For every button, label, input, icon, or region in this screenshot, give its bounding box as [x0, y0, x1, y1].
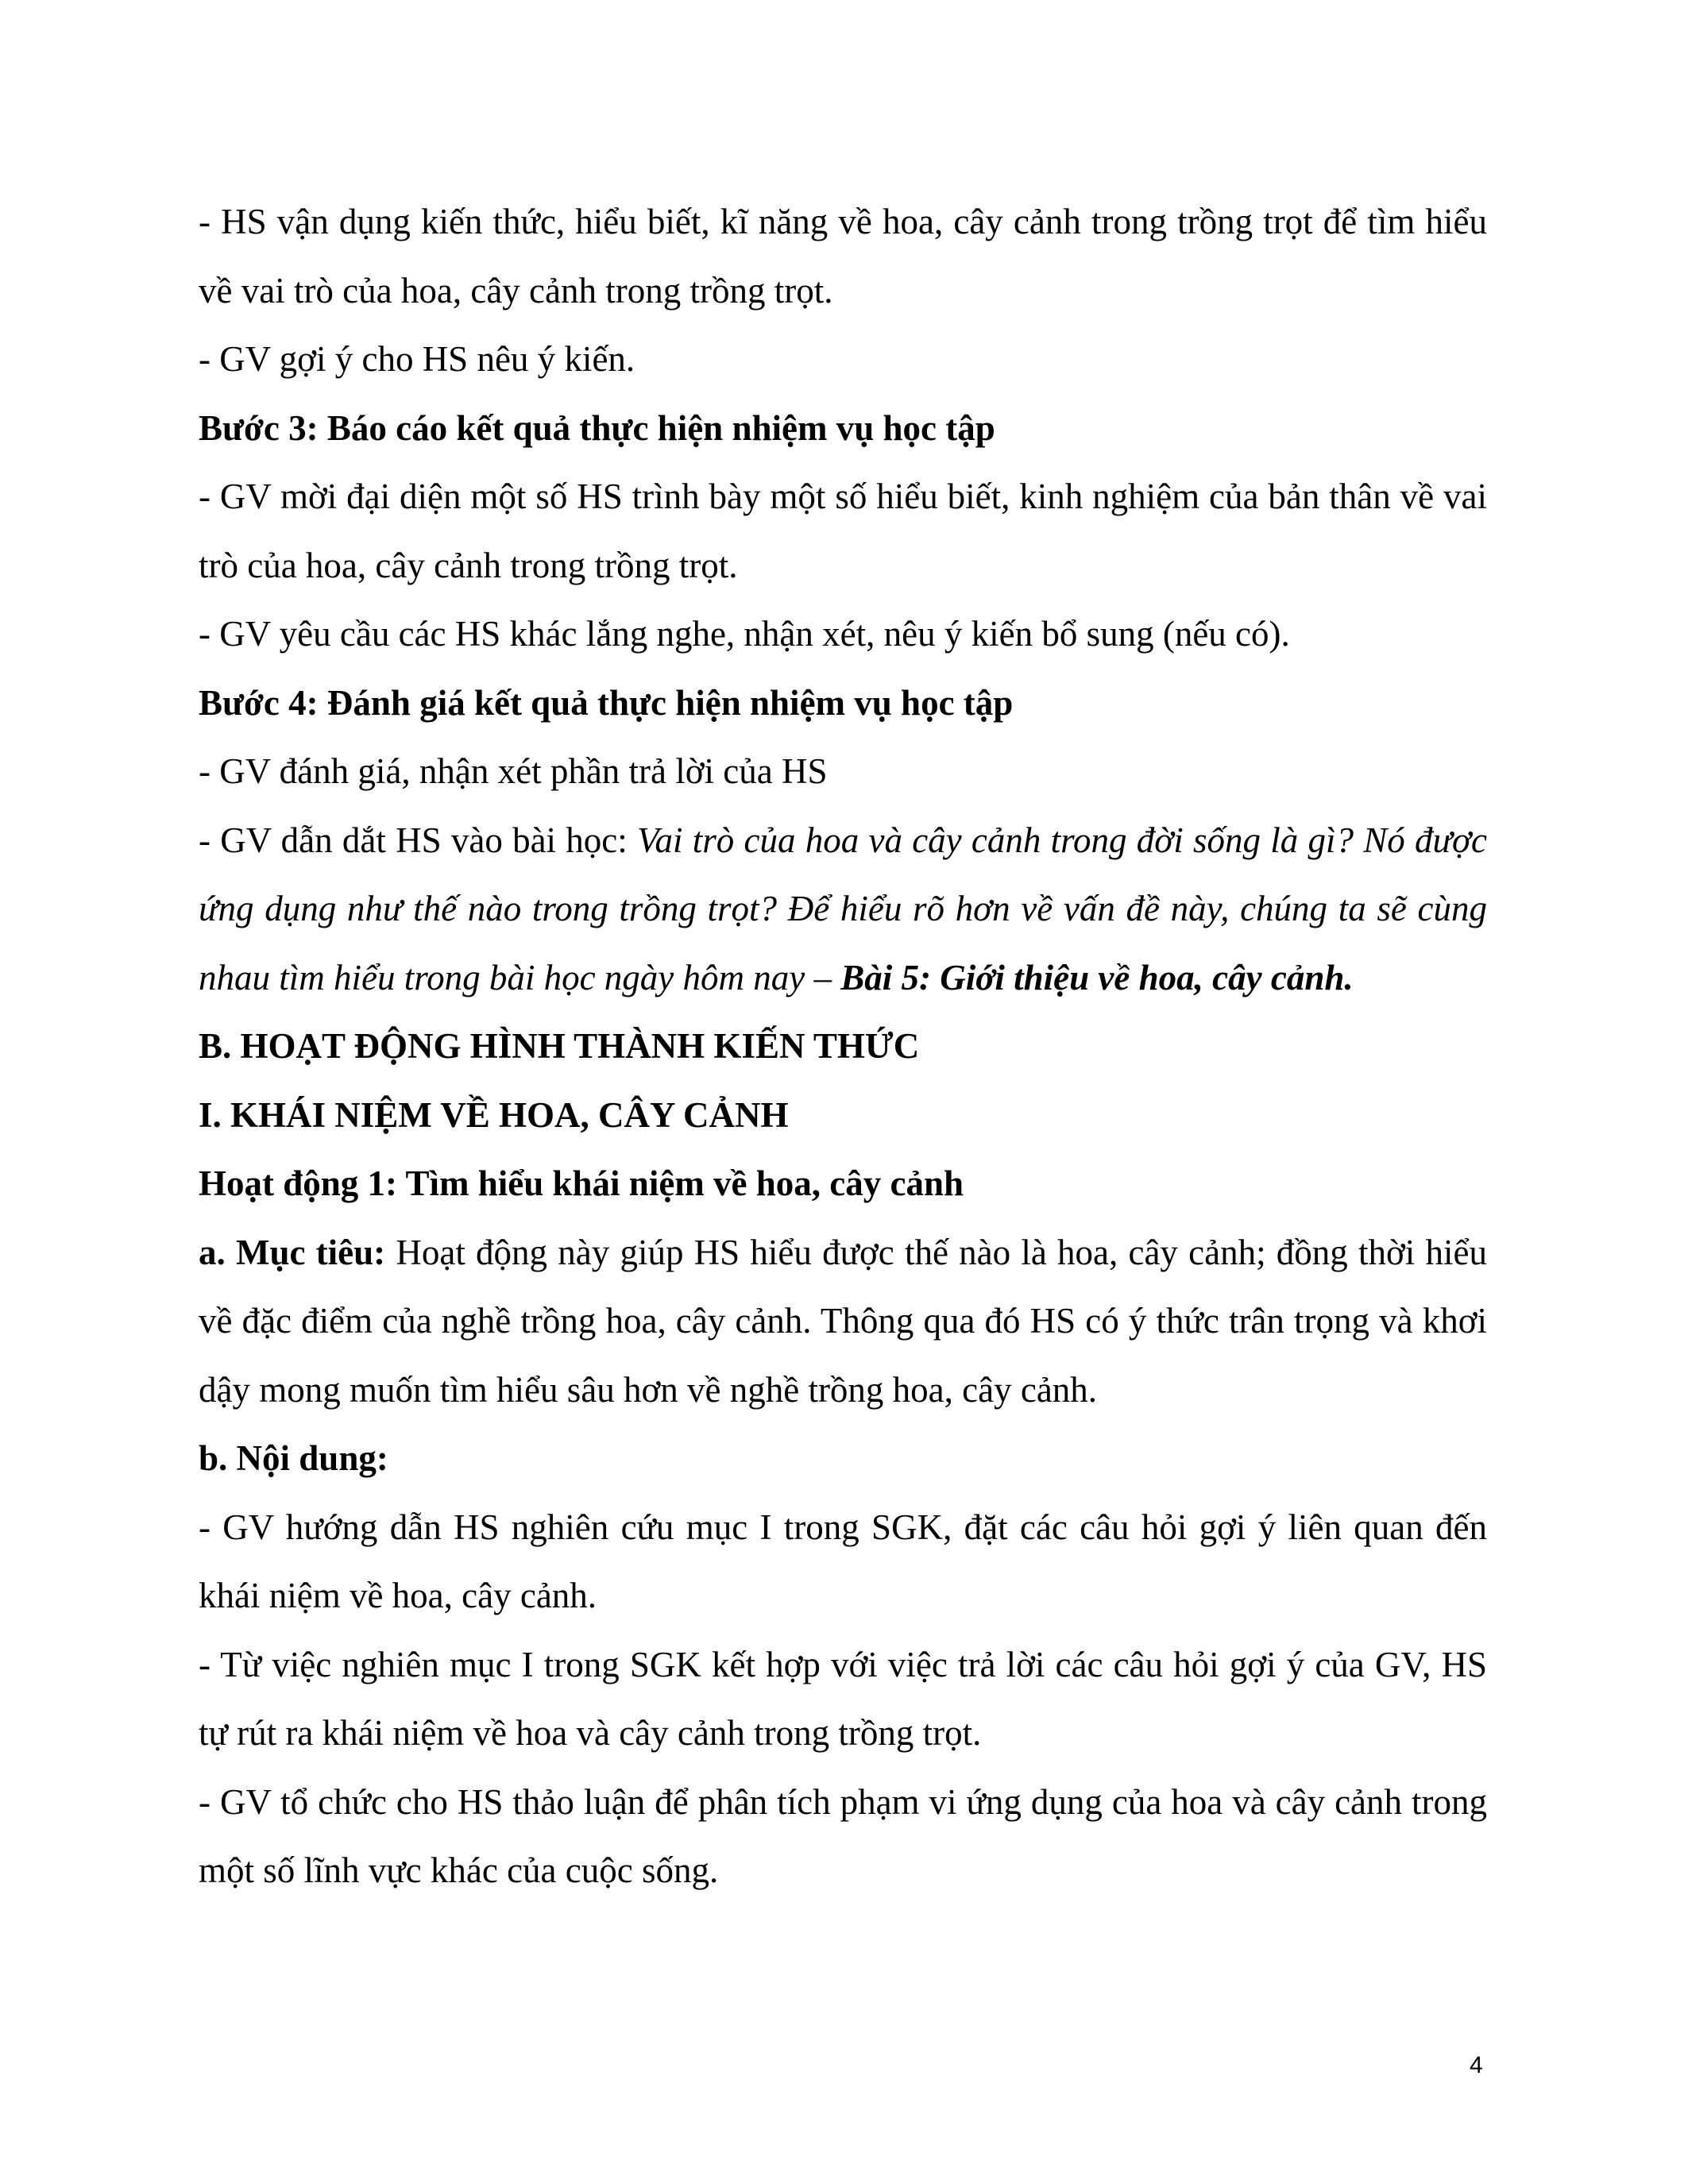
page-number: 4: [1470, 2052, 1483, 2078]
lesson-title: Bài 5: Giới thiệu về hoa, cây cảnh.: [840, 957, 1354, 997]
step-heading: Bước 3: Báo cáo kết quả thực hiện nhiệm vụ học tập: [199, 407, 995, 448]
text: - GV dẫn dắt HS vào bài học:: [199, 820, 638, 860]
label: a. Mục tiêu:: [199, 1232, 386, 1272]
paragraph: - GV gợi ý cho HS nêu ý kiến.: [199, 339, 635, 379]
paragraph: - GV mời đại diện một số HS trình bày một số hiểu biết, kinh nghiệm của bản thân về vai trò của hoa, cây cảnh trong trồng trọt.: [199, 477, 1487, 585]
section-heading: B. HOẠT ĐỘNG HÌNH THÀNH KIẾN THỨC: [199, 1026, 920, 1066]
paragraph: - GV yêu cầu các HS khác lắng nghe, nhận xét, nêu ý kiến bổ sung (nếu có).: [199, 614, 1290, 654]
step-heading: Bước 4: Đánh giá kết quả thực hiện nhiệm vụ học tập: [199, 682, 1014, 723]
text: Hoạt động này giúp HS hiểu được thế nào là hoa, cây cảnh; đồng thời hiểu về đặc điểm của nghề trồng hoa, cây cảnh. Thông qua đó HS có ý thức trân trọng và khơi dậy mong muốn tìm hiểu sâu hơn về nghề trồng hoa, cây cảnh.: [199, 1232, 1487, 1410]
paragraph: - GV đánh giá, nhận xét phần trả lời của HS: [199, 751, 828, 791]
italic-text: Vai trò của hoa và cây cảnh trong đời sống là gì? Nó được ứng dụng như thế nào trong trồng trọt? Để hiểu rõ hơn về vấn đề này, chúng ta sẽ cùng nhau tìm hiểu trong bài học ngày hôm nay –: [199, 820, 1487, 997]
section-heading: I. KHÁI NIỆM VỀ HOA, CÂY CẢNH: [199, 1094, 789, 1135]
paragraph: - GV tổ chức cho HS thảo luận để phân tích phạm vi ứng dụng của hoa và cây cảnh trong một số lĩnh vực khác của cuộc sống.: [199, 1781, 1487, 1890]
paragraph: [199, 1218, 1487, 1425]
paragraph: - Từ việc nghiên mục I trong SGK kết hợp với việc trả lời các câu hỏi gợi ý của GV, HS tự rút ra khái niệm về hoa và cây cảnh trong trồng trọt.: [199, 1644, 1487, 1753]
document-body: [199, 187, 1487, 1905]
paragraph: [199, 806, 1487, 1013]
activity-heading: Hoạt động 1: Tìm hiểu khái niệm về hoa, cây cảnh: [199, 1163, 964, 1203]
paragraph: - GV hướng dẫn HS nghiên cứu mục I trong SGK, đặt các câu hỏi gợi ý liên quan đến khái niệm về hoa, cây cảnh.: [199, 1507, 1487, 1615]
paragraph: - HS vận dụng kiến thức, hiểu biết, kĩ năng về hoa, cây cảnh trong trồng trọt để tìm hiểu về vai trò của hoa, cây cảnh trong trồng trọt.: [199, 202, 1487, 311]
label: b. Nội dung:: [199, 1438, 388, 1478]
